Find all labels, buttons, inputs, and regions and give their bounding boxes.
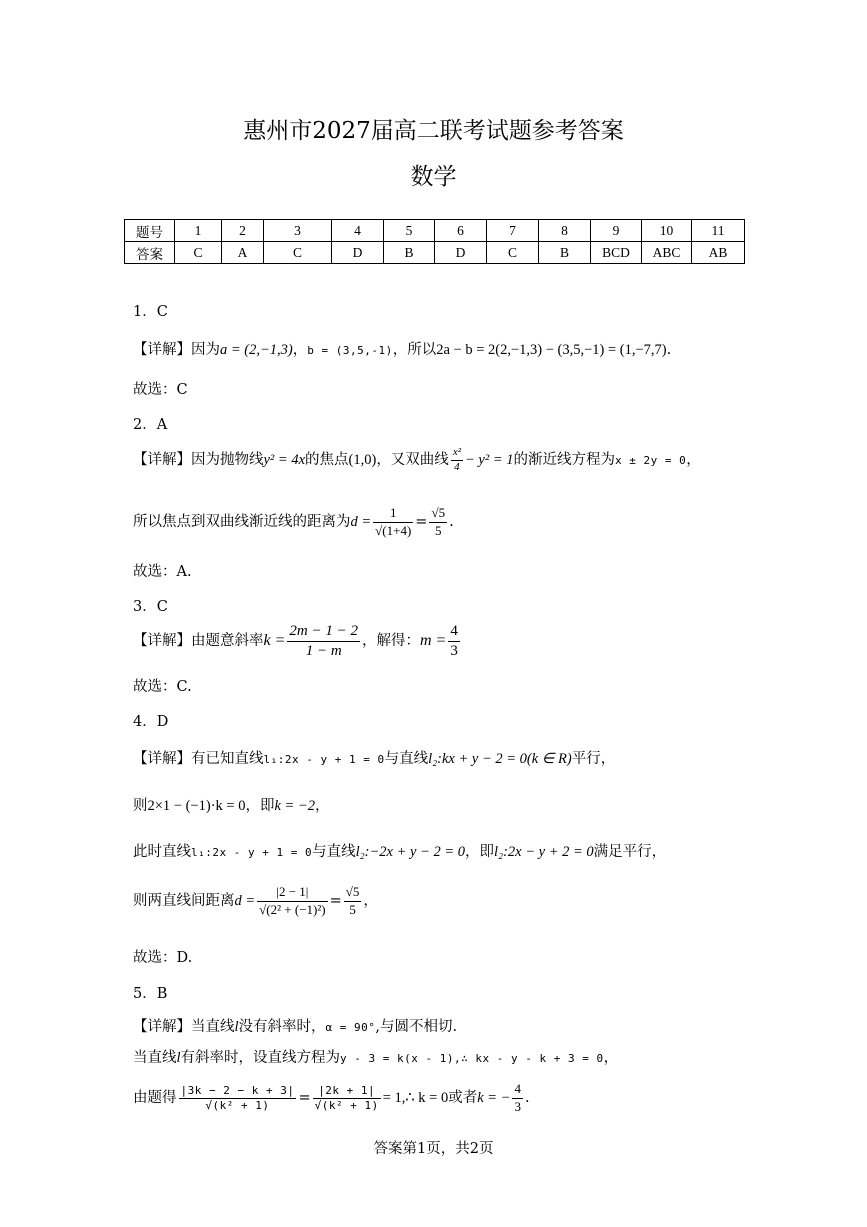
detail-text: ， [603,1050,619,1066]
header-label: 题号 [125,220,175,242]
question-4-choice: 故选：D. [133,950,193,966]
question-4-line-2 [133,794,329,815]
question-1-detail: 【详解】因为a = (2,−1,3)，b = (3,5,-1)，所以2a − b = 2(2,−1,3) − (3,5,−1) = (1,−7,7). [133,342,672,358]
question-number: 6 [435,220,487,242]
detail-text: 或者 [448,1090,478,1106]
question-number: 8 [539,220,591,242]
fraction-denominator: √(2² + (−1)²) [259,901,326,917]
detail-text: ， [363,893,378,909]
detail-text: 【详解】因为抛物线 [133,452,264,468]
answer-cell: BCD [591,242,642,264]
fraction-denominator: √(k² + 1) [205,1098,270,1112]
question-4-line-4: 则两直线间距离d = $\frac{|2 - 1|}{\text{√(2² + (−1)²)}}$ = $\frac{√5}{5}$ ， [133,884,378,917]
vector-b: b = (3,5,-1) [307,344,393,357]
fraction-denominator: 1 − m [305,642,342,659]
detail-text: 满足平行， [593,844,667,860]
question-number: 1 [175,220,222,242]
answer-cell: D [332,242,384,264]
answer-cell: C [487,242,539,264]
question-5-line-3: 由题得 $\frac{|3k - 2 - k + 3|}{\text{√(k² + 1)}}$ = $\frac{|2k + 1|}{\text{√(k² + 1)}}$ = 1,∴ k = 0或者k = − $\frac{4}{3}$ . [133,1081,530,1114]
fraction-numerator: |2k + 1| [313,1084,381,1099]
line-l1-eq: l₁:2x - y + 1 = 0 [263,753,385,766]
detail-text: 【详解】有已知直线 [133,751,264,767]
line-symbol: l [176,1050,181,1066]
detail-text: 平行， [571,751,616,767]
fraction-numerator: 1 [373,505,413,522]
detail-text: ，又双曲线 [376,452,449,468]
slope-label: k = [263,632,286,649]
detail-text: ，解得： [361,633,420,649]
question-2-choice: 故选：A. [133,564,192,580]
detail-text: ，即 [245,798,275,814]
k-value: k = −2 [274,798,315,814]
answer-cell: B [539,242,591,264]
question-number: 10 [642,220,692,242]
question-number: 11 [692,220,745,242]
hyperbola-rest: − y² = 1 [465,452,514,468]
question-number: 2 [222,220,264,242]
document-title: 惠州市2027届高二联考试题参考答案 [243,118,624,144]
fraction-numerator: √5 [429,505,447,522]
detail-text: ，所以 [392,342,437,358]
question-number: 3 [264,220,332,242]
line-l2-eq: l₂:kx + y − 2 = 0(k ∈ R) [428,751,572,767]
detail-text: 由题得 [133,1090,177,1106]
fraction-denominator: 4 [454,460,460,473]
question-4-line-3 [133,840,666,861]
detail-text: 【详解】由题意斜率 [133,633,264,649]
question-5-line-1 [133,1015,457,1036]
question-3-heading: 3．C [133,599,168,615]
question-1-choice: 故选：C [133,382,188,398]
distance-fraction [373,505,413,539]
line-symbol: l [234,1019,239,1035]
answer-cell: ABC [642,242,692,264]
question-5-line-2 [133,1046,618,1067]
question-number: 4 [332,220,384,242]
fraction-denominator: 5 [435,522,442,538]
question-3-choice: 故选：C. [133,679,192,695]
fraction-denominator: 5 [349,901,356,917]
parabola-eq: y² = 4x [263,452,306,468]
detail-text: 此时直线 [133,844,191,860]
answer-cell: B [384,242,435,264]
distance-label: d = [350,514,372,530]
answer-cell: A [222,242,264,264]
m-fraction [448,622,460,661]
question-number: 9 [591,220,642,242]
answer-table [124,219,745,264]
detail-text: ， [314,798,330,814]
page-footer: 答案第1页，共2页 [373,1141,494,1157]
question-3-detail [133,618,462,664]
result-fraction [429,505,447,539]
slope-fraction [287,622,360,661]
answer-cell: AB [692,242,745,264]
question-number: 7 [487,220,539,242]
question-5-heading: 5．B [133,986,168,1002]
question-2-detail: 【详解】因为抛物线y² = 4x的焦点(1,0)，又双曲线 $\frac{\text{x²}}{4}$ − y² = 1的渐近线方程为x ± 2y = 0， [133,445,701,473]
k-fraction [512,1081,523,1115]
line-equation: y - 3 = k(x - 1),∴ kx - y - k + 3 = 0 [340,1052,604,1065]
vector-calc: 2a − b = 2(2,−1,3) − (3,5,−1) = (1,−7,7) [436,342,667,358]
m-label: m = [419,632,447,649]
vector-a: a = (2,−1,3) [220,342,293,358]
table-row [125,242,745,264]
fraction-numerator: 4 [512,1081,523,1098]
fraction-numerator: 2m − 1 − 2 [287,622,360,642]
detail-text: 所以焦点到双曲线渐近线的距离为 [133,514,351,530]
fraction-denominator: 3 [450,642,458,659]
detail-text: ,与圆不相切. [375,1019,458,1035]
subject-title: 数学 [410,164,457,190]
line-l2-eq: l₂:−2x + y − 2 = 0 [355,844,466,860]
k-solution: = 1,∴ k = 0 [382,1090,449,1106]
table-row [125,220,745,242]
detail-text: 的焦点 [305,452,349,468]
fraction-numerator: 4 [448,622,460,642]
detail-text: 当直线 [133,1050,177,1066]
distance-label: d = [234,893,256,909]
detail-text: 【详解】因为 [133,342,220,358]
fraction-denominator: √(k² + 1) [314,1098,379,1112]
fraction-numerator: |3k − 2 − k + 3| [180,1083,295,1097]
distance-fraction [313,1084,381,1113]
detail-text: 则 [133,798,148,814]
asymptote-eq: x ± 2y = 0 [614,454,687,467]
k-label: k = − [477,1090,511,1106]
distance-fraction [257,884,327,918]
detail-text: 没有斜率时， [238,1019,326,1035]
angle-value: α = 90° [325,1021,376,1034]
fraction-numerator: √5 [344,884,362,901]
line-l2-eq: l₂:2x − y + 2 = 0 [494,844,594,860]
distance-fraction [179,1084,297,1113]
detail-text: 与直线 [312,844,356,860]
answer-label: 答案 [125,242,175,264]
question-2-distance: 所以焦点到双曲线渐近线的距离为d = $\frac{1}{√(1+4)}$ = $\frac{√5}{5}$ . [133,505,454,538]
detail-text: 【详解】当直线 [133,1019,235,1035]
fraction-numerator: |2 − 1| [257,884,327,901]
answer-cell: C [175,242,222,264]
answer-cell: D [435,242,487,264]
hyperbola-fraction [451,446,463,475]
line-l1-eq: l₁:2x - y + 1 = 0 [191,846,313,859]
answer-cell: C [264,242,332,264]
question-2-heading: 2．A [133,417,168,433]
fraction-denominator: 3 [514,1098,521,1114]
detail-text: 的渐近线方程为 [513,452,615,468]
question-4-heading: 4．D [133,714,169,730]
question-1-heading: 1．C [133,304,168,320]
detail-text: 有斜率时，设直线方程为 [180,1050,341,1066]
detail-text: 则两直线间距离 [133,893,235,909]
detail-text: ，即 [465,844,495,860]
focus-point: (1,0) [348,452,377,468]
question-4-line-1 [133,747,615,768]
parallel-condition: 2×1 − (−1)·k = 0 [147,798,246,814]
detail-text: 与直线 [384,751,429,767]
fraction-numerator: x² [451,446,463,461]
question-number: 5 [384,220,435,242]
result-fraction [344,884,362,918]
fraction-denominator: √(1+4) [375,522,412,538]
